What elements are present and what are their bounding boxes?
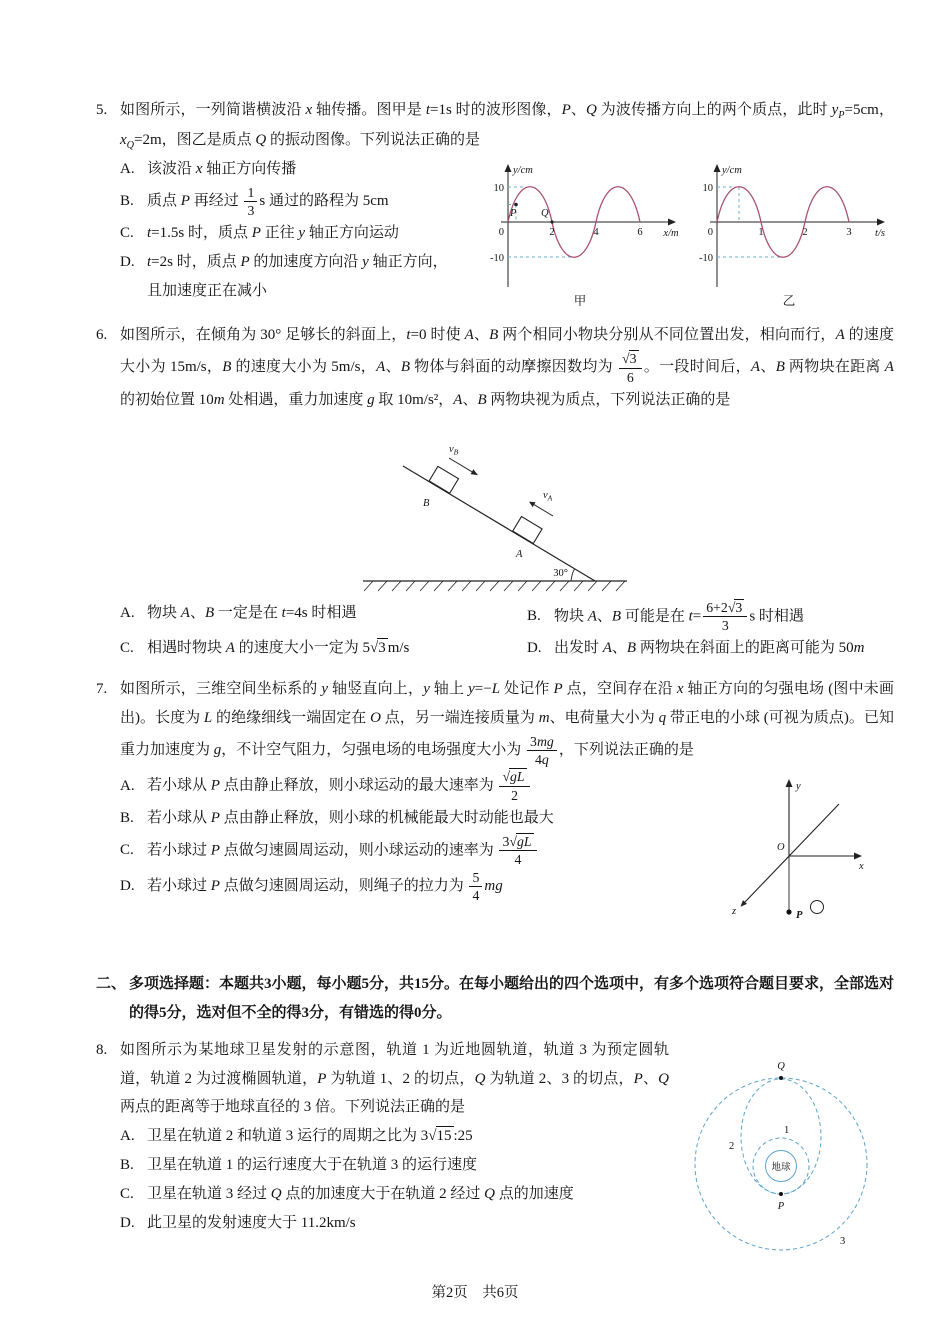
option-7c <box>96 833 704 869</box>
option-text: 物块 A、B 可能是在 t= $\frac{6+2√3}{3}$ s 时相遇 <box>553 599 804 634</box>
option-label: C. <box>120 1185 134 1202</box>
velocity-a-arrow <box>529 501 553 515</box>
y-axis-arrow <box>505 164 512 172</box>
caption-yi: 乙 <box>782 294 796 309</box>
option-text: 若小球从 P 点由静止释放，则小球的机械能最大时动能也最大 <box>147 809 554 826</box>
question-number: 7. <box>96 681 108 698</box>
origin-label: O <box>776 842 785 854</box>
option-text: t=1.5s 时，质点 P 正往 y 轴正方向运动 <box>147 225 399 242</box>
question-5-stem <box>96 96 894 155</box>
option-label: A. <box>120 161 135 178</box>
z-axis <box>745 804 839 902</box>
option-text: t=2s 时，质点 P 的加速度方向沿 y 轴正方向， 且加速度正在减小 <box>147 254 448 300</box>
tick-10: 10 <box>702 183 713 195</box>
option-label: B. <box>120 1156 134 1173</box>
option-label: C. <box>120 225 134 242</box>
block-b-label: B <box>423 497 430 509</box>
option-label: A. <box>120 777 135 794</box>
orbit-figure <box>674 1036 889 1278</box>
block-b <box>429 466 458 493</box>
option-label: A. <box>120 1128 135 1145</box>
question-8-stem-text: 如图所示为某地球卫星发射的示意图，轨道 1 为近地圆轨道，轨道 3 为预定圆轨道，轨道 2 为过渡椭圆轨道，P 为轨道 1、2 的切点，Q 为轨道 2、3 的切点，P、Q 两点的距离等于地球直径的 3 倍。下列说法正确的是 <box>120 1041 669 1116</box>
point-q-dot <box>550 221 553 224</box>
option-6d <box>503 634 894 663</box>
tick-10: 10 <box>493 183 504 195</box>
tick-1: 1 <box>758 227 764 239</box>
option-text: 物块 A、B 一定是在 t=4s 时相遇 <box>147 604 357 621</box>
axes-figure-wrap <box>704 768 894 958</box>
option-6b <box>503 599 894 635</box>
point-q-label: Q <box>541 208 549 220</box>
option-text: 卫星在轨道 3 经过 Q 点的加速度大于在轨道 2 经过 Q 点的加速度 <box>147 1185 574 1202</box>
option-7a <box>96 768 704 804</box>
option-8c <box>96 1180 669 1209</box>
option-label: D. <box>120 1214 135 1231</box>
section-number: 二、 <box>96 976 127 993</box>
block-a-label: A <box>516 548 523 560</box>
tick-2: 2 <box>802 227 808 239</box>
option-label: B. <box>526 607 541 624</box>
option-text: 此卫星的发射速度大于 11.2km/s <box>147 1214 356 1231</box>
caption-jia: 甲 <box>573 294 587 309</box>
velocity-a-label: $v_A$ <box>543 489 553 503</box>
point-p-label: P <box>795 910 802 922</box>
option-7b <box>96 804 704 833</box>
option-8d <box>96 1209 669 1238</box>
wave-graph-jia <box>480 157 685 309</box>
option-label: A. <box>120 604 135 621</box>
question-8-stem <box>96 1036 669 1122</box>
question-6-stem-text: 如图所示，在倾角为 30° 足够长的斜面上，t=0 时使 A、B 两个相同小物块分别从不同位置出发，相向而行，A 的速度大小为 15m/s，B 的速度大小为 5m/s，A、B 物体与斜面的动摩擦因数均为 $\frac{√3}{6}$ 。一段时间后，A、B 两物块在距离 A 的初始位置 10m 处相遇，重力加速度 g 取 10m/s²，A、B 两物块视为质点，下列说法正确的是 <box>120 327 894 408</box>
t-axis-label: t/s <box>875 228 885 240</box>
point-p-dot <box>786 910 791 915</box>
option-5a <box>96 155 476 184</box>
orbit-figure-wrap <box>669 1036 894 1278</box>
option-text: 若小球过 P 点做匀速圆周运动，则绳子的拉力为 $\frac{5}{4}$ mg <box>147 869 503 903</box>
section-2-text: 多项选择题：本题共3小题，每小题5分，共15分。在每小题给出的四个选项中，有多个选项符合题目要求，全部选对的得5分，选对但不全的得3分，有错选的得0分。 <box>129 976 895 1021</box>
option-text: 相遇时物块 A 的速度大小一定为 5√3 m/s <box>147 640 410 657</box>
orbit-1-label: 1 <box>784 1124 790 1136</box>
point-p-label: P <box>777 1200 785 1212</box>
question-7-stem-text: 如图所示，三维空间坐标系的 y 轴竖直向上，y 轴上 y=−L 处记作 P 点，空间存在沿 x 轴正方向的匀强电场 (图中未画出)。长度为 L 的绝缘细线一端固定在 O 点，另一端连接质量为 m、电荷量大小为 q 带正电的小球 (可视为质点)。已知重力加速度为 g，不计空气阻力，匀强电场的电场强度大小为 $\frac{3mg}{4q}$ ，下列说法正确的是 <box>120 681 894 767</box>
option-label: B. <box>120 809 134 826</box>
option-8a <box>96 1122 669 1151</box>
incline-figure <box>345 419 645 597</box>
tick-neg10: -10 <box>699 253 713 265</box>
incline-figure-wrap <box>96 419 894 597</box>
angle-label: 30° <box>553 567 568 579</box>
orbit-2-label: 2 <box>729 1140 735 1152</box>
tick-6: 6 <box>637 227 643 239</box>
y-axis-arrow <box>714 164 721 172</box>
option-text: 卫星在轨道 1 的运行速度大于在轨道 3 的运行速度 <box>147 1156 478 1173</box>
option-label: D. <box>120 254 135 271</box>
question-7-stem <box>96 675 894 768</box>
option-label: C. <box>120 842 134 859</box>
question-number: 5. <box>96 102 108 118</box>
axes-3d-figure <box>707 768 892 958</box>
question-7 <box>96 675 894 958</box>
option-text: 该波沿 x 轴正方向传播 <box>147 161 297 178</box>
tick-3: 3 <box>846 227 852 239</box>
x-axis-label: x <box>858 861 864 873</box>
question-5 <box>96 96 894 309</box>
page-footer: 第2页 共6页 <box>431 1285 519 1302</box>
velocity-b-arrow <box>449 458 478 475</box>
point-q-label: Q <box>777 1060 785 1072</box>
question-5-options <box>96 155 476 306</box>
option-text: 若小球过 P 点做匀速圆周运动，则小球运动的速率为 $\frac{3√gL}{4}$ <box>147 833 704 869</box>
point-p-dot <box>779 1192 783 1196</box>
option-text: 出发时 A、B 两物块在斜面上的距离可能为 50m <box>553 640 865 657</box>
tick-2: 2 <box>549 227 555 239</box>
y-axis-label: y/cm <box>513 165 533 177</box>
option-label: D. <box>526 640 542 657</box>
question-8-body <box>96 1036 669 1238</box>
orbit-3-label: 3 <box>840 1235 846 1247</box>
option-6a <box>96 599 503 635</box>
earth-label: 地球 <box>771 1162 791 1173</box>
block-a <box>513 516 542 543</box>
tick-neg10: -10 <box>490 253 504 265</box>
question-7-options <box>96 768 704 904</box>
x-axis-label: x/m <box>663 228 679 240</box>
point-p-label: P <box>510 208 517 220</box>
question-5-stem-text: 如图所示，一列简谐横波沿 x 轴传播。图甲是 t=1s 时的波形图像，P、Q 为波传播方向上的两个质点，此时 $y_P=5cm$，$x_Q=2m$，图乙是质点 Q 的振动图像。下列说法正确的是 <box>120 102 894 151</box>
incline-line <box>403 466 595 581</box>
option-text: 若小球从 P 点由静止释放，则小球运动的最大速率为 $\frac{√gL}{2}$ <box>147 768 704 804</box>
ball <box>810 901 823 914</box>
point-p-dot <box>514 203 518 207</box>
option-5c <box>96 219 476 248</box>
option-8b <box>96 1151 669 1180</box>
question-6-stem <box>96 321 894 414</box>
option-5b <box>96 184 476 219</box>
question-8 <box>96 1036 894 1278</box>
question-6-options <box>96 599 894 664</box>
question-6 <box>96 321 894 663</box>
wave-figures <box>480 157 894 309</box>
question-number: 8. <box>96 1041 108 1058</box>
tick-4: 4 <box>593 227 599 239</box>
velocity-b-label: $v_B$ <box>449 443 459 457</box>
option-7d <box>96 869 704 904</box>
option-label: C. <box>120 640 134 657</box>
angle-arc <box>571 569 575 581</box>
t-axis-arrow <box>877 219 885 226</box>
option-text: 卫星在轨道 2 和轨道 3 运行的周期之比为 3√15 :25 <box>147 1128 473 1145</box>
y-axis-arrow <box>785 779 792 787</box>
ground-hatching <box>364 581 625 591</box>
option-label: D. <box>120 877 135 894</box>
option-6c <box>96 634 503 663</box>
tick-0: 0 <box>498 227 504 239</box>
x-axis-arrow <box>668 219 676 226</box>
x-axis-arrow <box>854 853 862 860</box>
option-5d <box>96 248 476 306</box>
z-axis-label: z <box>731 906 736 918</box>
tick-0: 0 <box>707 227 713 239</box>
option-text: 质点 P 再经过 $\frac{1}{3}$ s 通过的路程为 5cm <box>147 184 389 219</box>
section-2-header <box>96 970 894 1028</box>
option-label: B. <box>120 193 134 210</box>
y-axis-label: y/cm <box>722 165 742 177</box>
y-axis-label: y <box>795 781 801 793</box>
question-number: 6. <box>96 327 108 344</box>
wave-graph-yi <box>689 157 894 309</box>
point-q-dot <box>779 1076 783 1080</box>
